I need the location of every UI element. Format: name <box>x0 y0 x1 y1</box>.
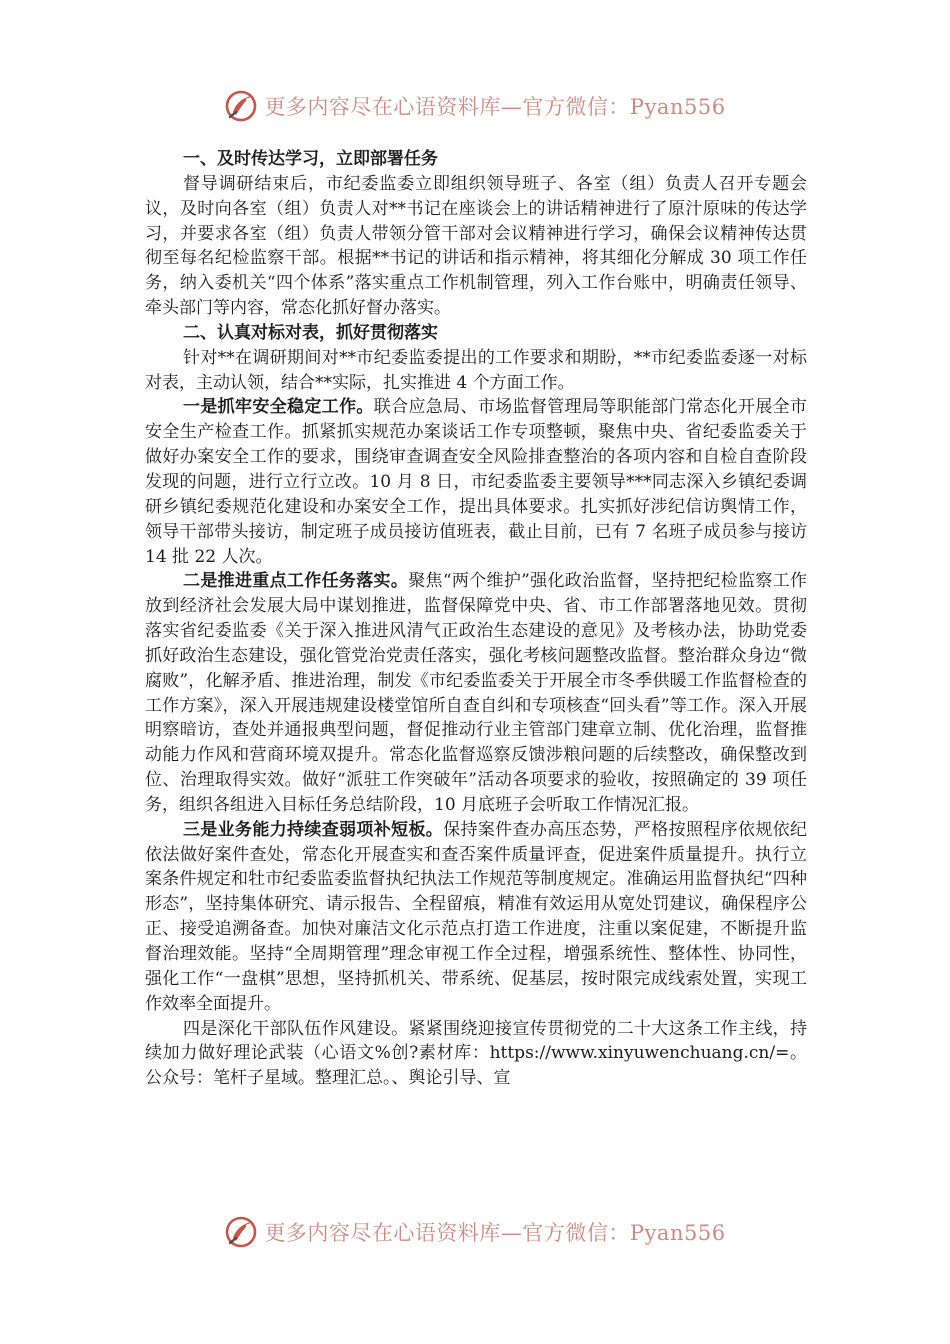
paragraph-1: 督导调研结束后，市纪委监委立即组织领导班子、各室（组）负责人召开专题会议，及时向各室（组）负责人对**书记在座谈会上的讲话精神进行了原汁原味的传达学习，并要求各室（组）负责人带领分管干部对会议精神进行学习，确保会议精神传达贯彻至每名纪检监察干部。根据**书记的讲话和指示精神，将其细化分解成 30 项工作任务，纳入委机关“四个体系”落实重点工作机制管理，列入工作台账中，明确责任领导、牵头部门等内容，常态化抓好督办落实。 <box>145 173 807 319</box>
section-heading-1: 一、及时传达学习，立即部署任务 <box>183 149 438 169</box>
item-3-text: 保持案件查办高压态势，严格按照程序依规依纪依法做好案件查处，常态化开展查实和查否案件质量评查，促进案件质量提升。执行立案条件规定和牡市纪委监委监督执纪执法工作规范等制度规定。准确运用监督执纪“四种形态”，坚持集体研究、请示报告、全程留痕，精准有效运用从宽处罚建议，确保程序公正、接受追溯备查。加快对廉洁文化示范点打造工作进度，注重以案促建，不断提升监督治理效能。坚持“全周期管理”理念审视工作全过程，增强系统性、整体性、协同性，强化工作“一盘棋”思想，坚持抓机关、带系统、促基层，按时限完成线索处置，实现工作效率全面提升。 <box>145 819 808 1014</box>
paragraph-2: 针对**在调研期间对**市纪委监委提出的工作要求和期盼，**市纪委监委逐一对标对表，主动认领，结合**实际，扎实推进 4 个方面工作。 <box>145 347 807 393</box>
paragraph-4: 四是深化干部队伍作风建设。紧紧围绕迎接宣传贯彻党的二十大这条工作主线，持续加力做好理论武装（心语文%创?素材库：https://www.xinyuwenchuang.cn/=。公众号：笔杆子星域。整理汇总。、舆论引导、宣 <box>145 1018 807 1089</box>
section-heading-2: 二、认真对标对表，抓好贯彻落实 <box>183 322 438 343</box>
item-1-title: 一是抓牢安全稳定工作。 <box>183 397 374 418</box>
watermark-banner-bottom <box>0 1212 950 1252</box>
brand-logo-icon <box>224 89 258 123</box>
item-3-title: 三是业务能力持续查弱项补短板。 <box>183 819 444 840</box>
item-1-text: 联合应急局、市场监督管理局等职能部门常态化开展全市安全生产检查工作。抓紧抓实规范办案谈话工作专项整顿，聚焦中央、省纪委监委关于做好办案安全工作的要求，围绕审查调查安全风险排查整治的各项内容和自检自查阶段发现的问题，进行立行立改。10 月 8 日，市纪委监委主要领导***同志深入乡镇纪委调研乡镇纪委规范化建设和办案安全工作，提出具体要求。扎实抓好涉纪信访舆情工作，领导干部带头接访，制定班子成员接访值班表，截止目前，已有 7 名班子成员参与接访 14 批 22 人次。 <box>145 397 808 567</box>
watermark-text: 更多内容尽在心语资料库—官方微信：Pyan556 <box>264 1221 726 1245</box>
watermark-banner-top <box>0 86 950 126</box>
document-body <box>145 147 807 1091</box>
paragraph-item-2 <box>145 569 807 817</box>
paragraph-item-3 <box>145 818 807 1017</box>
item-2-text: 聚焦“两个维护”强化政治监督，坚持把纪检监察工作放到经济社会发展大局中谋划推进，监督保障党中央、省、市工作部署落地见效。贯彻落实省纪委监委《关于深入推进风清气正政治生态建设的意见》及考核办法，协助党委抓好政治生态建设，强化管党治党责任落实，强化考核问题整改监督。整治群众身边“微腐败”，化解矛盾、推进治理，制发《市纪委监委关于开展全市冬季供暖工作监督检查的工作方案》，深入开展违规建设楼堂馆所自查自纠和专项核查“回头看”等工作。深入开展明察暗访，查处并通报典型问题，督促推动行业主管部门建章立制、优化治理，监督推动能力作风和营商环境双提升。常态化监督巡察反馈涉粮问题的后续整改，确保整改到位、治理取得实效。做好“派驻工作突破年”活动各项要求的验收，按照确定的 39 项任务，组织各组进入目标任务总结阶段，10 月底班子会听取工作情况汇报。 <box>145 571 808 815</box>
watermark-text: 更多内容尽在心语资料库—官方微信：Pyan556 <box>264 95 726 119</box>
brand-logo-icon <box>224 1215 258 1249</box>
paragraph-item-1 <box>145 395 807 569</box>
item-2-title: 二是推进重点工作任务落实。 <box>183 571 409 592</box>
